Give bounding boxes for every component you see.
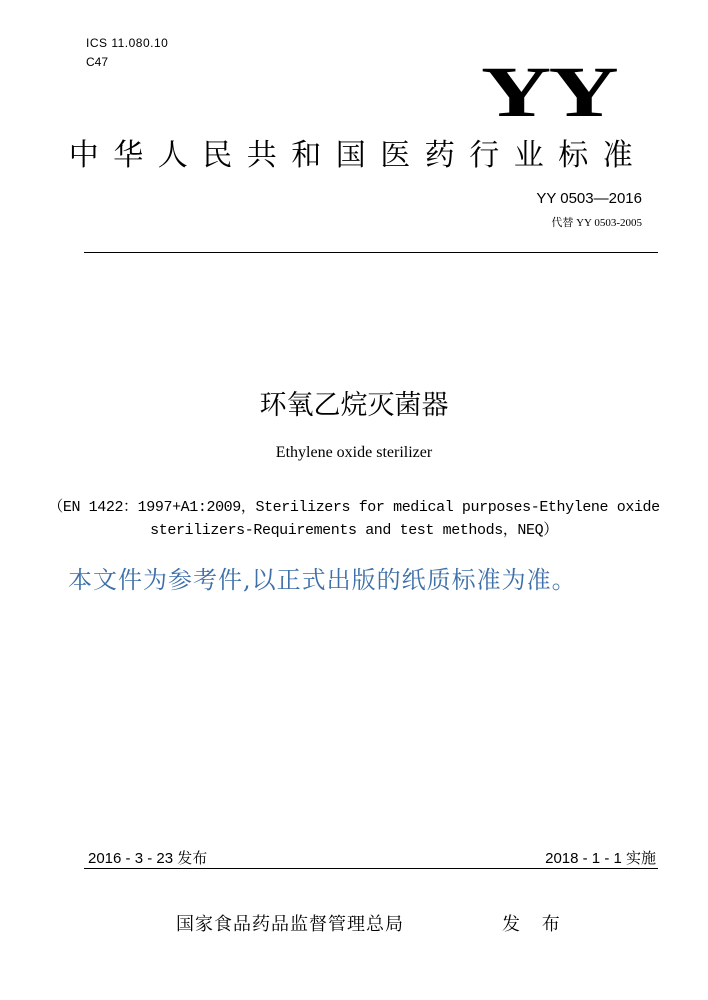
standard-type-title: 中华人民共和国医药行业标准 bbox=[68, 138, 648, 173]
category-code: C47 bbox=[86, 55, 109, 69]
issuing-authority: 国家食品药品监督管理总局 bbox=[176, 914, 404, 935]
replaces-note: 代替 YY 0503-2005 bbox=[551, 217, 642, 229]
top-divider bbox=[84, 252, 658, 253]
equivalence-note-line-2: sterilizers-Requirements and test methods，NEQ） bbox=[150, 522, 558, 539]
issue-label: 发 布 bbox=[502, 914, 568, 935]
standard-logo: YY bbox=[481, 52, 616, 132]
implementation-date: 2018 - 1 - 1 实施 bbox=[545, 850, 656, 867]
document-title-chinese: 环氧乙烷灭菌器 bbox=[259, 390, 449, 421]
reference-watermark: 本文件为参考件,以正式出版的纸质标准为准。 bbox=[68, 566, 577, 594]
equivalence-note-line-1: （EN 1422：1997+A1:2009，Sterilizers for medical purposes-Ethylene oxide bbox=[48, 499, 660, 516]
issue-date: 2016 - 3 - 23 发布 bbox=[88, 850, 208, 867]
document-title-english: Ethylene oxide sterilizer bbox=[275, 444, 433, 461]
ics-code: ICS 11.080.10 bbox=[86, 36, 169, 50]
standard-number: YY 0503—2016 bbox=[536, 190, 642, 207]
bottom-divider bbox=[84, 868, 658, 869]
